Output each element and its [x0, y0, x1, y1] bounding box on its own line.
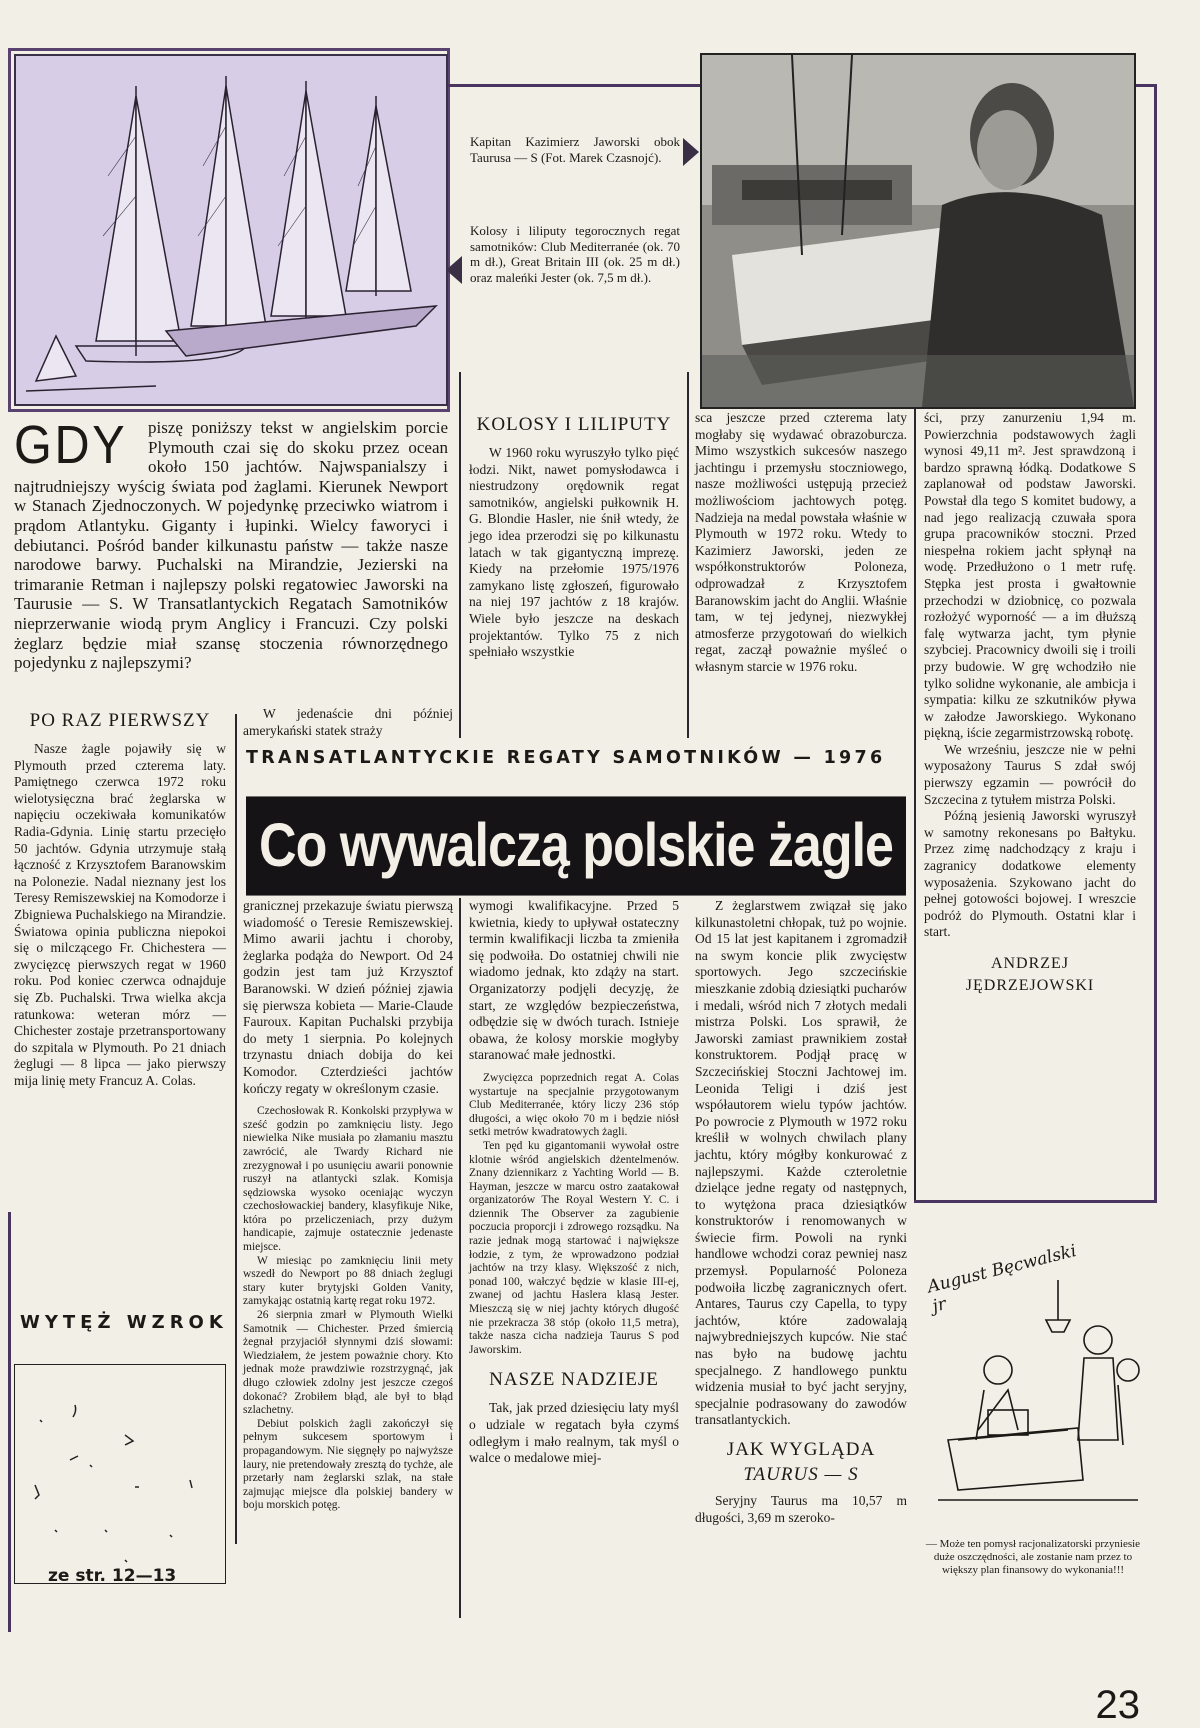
- article-kicker: TRANSATLANTYCKIE REGATY SAMOTNIKÓW — 1976: [246, 748, 886, 768]
- intro-drop-cap: GDY: [14, 415, 128, 475]
- cartoon-caption: — Może ten pomysł racjonalizatorski przyniesie duże oszczędności, ale zostanie nam przez to większy plan finansowy do wykonania!!!: [925, 1538, 1141, 1576]
- column-1: [14, 708, 226, 1089]
- column-4-end-text: Seryjny Taurus ma 10,57 m długości, 3,69 m szeroko-: [695, 1493, 907, 1525]
- puzzle-dots: [15, 1365, 225, 1583]
- column-3-bottom: [469, 898, 679, 1467]
- column-3-small-para: Ten pęd ku gigantomanii wywołał ostre klotnie wśród angielskich dżentelmenów. Znany dziennikarz z Yachting World — B. Hayman, jeszcze w marcu ostro zaatakował organizatorów The Royal Western Y. C. i dziennik The Observer za zagubienie poczucia proporcji i zdrowego rozsądku. Na razie jednak mogą startować i największe łodzie, z tym, że wprowadzono podział jachtów na trzy klasy. Większość z nich, ponad 100, wałczyć będzie w klasie III-ej, zwanej od jachtu Haslera klasą Jester. Mieszczą się w niej jachty których długość nie przekracza 38 stóp (około 11,5 metra), także nasza cicha nadzieja Taurus S pod Jaworskim.: [469, 1139, 679, 1356]
- column-1-text: Nasze żagle pojawiły się w Plymouth przed czterema laty. Pamiętnego czerwca 1972 roku wielotysięczna brać żeglarska w napięciu oczekiwała komunikatów Radia-Gdynia. Linię startu przecięło 50 jachtów. Gdynia utrzymuje stałą łączność z Krzysztofem Baranowskim na Polonezie. Nadal nieznany jest los Teresy Remiszewskiej na Komodorze i Zbigniewa Puchalskiego na Mirandzie. Światowa opinia publiczna niepokoi się o milczącego Fr. Chichestera — zwycięzcę pierwszych regat w 1960 roku. Pod koniec czerwca odnajduje się Zb. Puchalski. Trwa wielka akcja ratunkowa: weteran mórz — Chichester zostaje przetransportowany do szpitala w Plymouth. Po 21 dniach żeglugi — 8 lipca — jako pierwszy mija linię mety Francuz A. Colas.: [14, 741, 226, 1088]
- col-rule-2: [459, 372, 461, 738]
- column-2-bottom-text: granicznej przekazuje światu pierwszą wiadomość o Teresie Remiszewskiej. Mimo awarii jachtu i choroby, żeglarka podąża do Newport. Od 24 godzin jest tam już Krzysztof Baranowski. W dzień później zjawia się pierwsza kobieta — Marie-Claude Fauroux. Kapitan Puchalski przybija do mety 1 sierpnia. Po kolejnych trzynastu dniach dobija do kei Komodor. Czterdzieści jachtów kończy regaty w określonym czasie.: [243, 898, 453, 1096]
- page-number: 23: [1095, 1683, 1140, 1727]
- column-4-top: [695, 410, 907, 676]
- column-3-top: [469, 410, 679, 661]
- author-first-name: ANDRZEJ: [990, 955, 1070, 972]
- captain-photo: [700, 53, 1136, 409]
- column-3-end-text: Tak, jak przed dziesięciu laty myśl o udziale w regatach była czymś odległym i mało realnym, tak myśl o walce o medalowe miej-: [469, 1400, 679, 1466]
- puzzle-reference: ze str. 12—13: [48, 1566, 177, 1586]
- column-2-small-para: Debiut polskich żagli zakończył się pełnym sukcesem sportowym i propagandowym. Nie sięgnęły po najwyższe laury, nie pretendowały zresztą do tychże, ale przetarły nam żeglarski szlak, na stałe zajmując miejsce dla polskiej bandery w boju morskich potęg.: [243, 1417, 453, 1512]
- intro-block: [14, 415, 448, 673]
- heading-kolosy: KOLOSY I LILIPUTY: [476, 414, 672, 435]
- intro-text: piszę poniższy tekst w angielskim porcie Plymouth czai się do skoku przez ocean około 150 jachtów. Najwspanialszy i najtrudniejszy wyścig świata pod żaglami. Kierunek Newport w Stanach Zjednoczonych. W pojedynkę przeciwko wiatrom i prądom Atlantyku. Giganty i łupinki. Wielcy faworyci i debiutanci. Pośród bander kilkunastu państw — także nasze narodowe barwy. Puchalski na Mirandzie, Jezierski na trimaranie Retman i najlepszy polski regatowiec Jaworski na Taurusie — S. W Transatlantyckich Regatach Samotników nieprzerwanie wiodą prym Anglicy i Francuzi. Czy polski żeglarz będzie miał szansę stoczenia równorzędnego pojedynku z najlepszymi?: [14, 418, 448, 673]
- bottom-left-frame: [8, 1212, 11, 1632]
- author-last-name: JĘDRZEJOWSKI: [965, 977, 1095, 994]
- col-rule-1: [235, 714, 237, 1544]
- column-3-bottom-text: wymogi kwalifikacyjne. Przed 5 kwietnia, kiedy to upływał ostateczny termin kwalifikacji liczba ta zmieniła się podwoiła. Do ostatniej chwili nie wiadomo jednak, kto zdąży na start. Organizatorzy podjęli decyzję, że start, ze względów bezpieczeństwa, odbędzie się w dwóch turach. Istnieje obawa, że kolosy morskie mogłyby staranować małe jednostki.: [469, 898, 679, 1063]
- column-4-bottom: [695, 898, 907, 1526]
- column-4-bottom-text: Z żeglarstwem związał się jako kilkunastoletni chłopak, tuż po wojnie. Od 15 lat jest kapitanem i zgromadził na swym koncie plik zwycięstw sportowych. Jego szczecińskie mieszkanie zdobią dziesiątki pucharów i medali, wśród nich 7 złotych medali mistrza Polski. Los sprawił, że Jaworski zamiast prawnikiem został konstruktorem. Podjął pracę w Szczecińskiej Stoczni Jachtowej im. Leonida Teligi i dziś jest współautorem wielu typów jachtów. Po powrocie z Plymouth w 1972 roku kreślił w wolnych chwilach plany jachtu, który mógłby konkurować z najlepszymi. Każde czteroletnie dzielące jedne regaty od następnych, to wytężona praca dziesiątków konstruktorów i renomowanych w świecie firm. Powoli na rynki handlowe wchodzi coraz pewniej nasz przemysł. Popularność Poloneza podwoiła liczbę zagranicznych ofert. Antares, Taurus czy Capella, to typy jachtów, które zadowalają najwybredniejszych kupców. Nie stać nas było na budowę jachtu specjalnego. Z handlowego punktu widzenia musiał to być jacht seryjny, specjalnie podrasowany do zawodów transatlantyckich.: [695, 898, 907, 1428]
- yachts-caption: Kolosy i liliputy tegorocznych regat samotników: Club Mediterranée (ok. 70 m dł.), Great Britain III (ok. 25 m dł.) oraz maleńki Jester (ok. 7,5 m dł.).: [470, 223, 680, 285]
- photo-caption: Kapitan Kazimierz Jaworski obok Taurusa — S (Fot. Marek Czasnojć).: [470, 134, 680, 165]
- heading-nasze-nadzieje: NASZE NADZIEJE: [489, 1369, 659, 1391]
- col-rule-5: [914, 405, 916, 1200]
- column-5-para-3: Późną jesienią Jaworski wyruszył w samotny rekonesans po Bałtyku. Przez zimę nadchodzący z kraju i zagranicy dodatkowe elementy wyposażenia. Szykowano jacht do pełnej gotowości bojowej. I wreszcie podróż do Plymouth. Ostatni klar i start.: [924, 808, 1136, 940]
- column-3-small-para: Zwycięzca poprzednich regat A. Colas wystartuje na specjalnie przygotowanym Club Mediterranée, który liczy 236 stóp długości, a więc około 70 m i będzie niósł setki metrów kwadratowych żagli.: [469, 1071, 679, 1139]
- column-4-top-text: sca jeszcze przed czterema laty mogłaby się wydawać obrazoburcza. Mimo wszystkich sukcesów naszego jachtingu i przemysłu stoczniowego, nasze możliwości ustępują przecież możliwościom jachtowych potęg. Nadzieja na medal powstała właśnie w Plymouth w 1972 roku. Wtedy to Kazimierz Jaworski, jeden ze współkonstruktorów Poloneza, odprowadzał z Krzysztofem Baranowskim jacht do Anglii. Właśnie tam, w tej jedynej, niezwykłej atmosferze przygotowań do wielkich regat, zaczął poważnie myśleć o własnym starcie w 1976 roku.: [695, 410, 907, 674]
- heading-po-raz-pierwszy: PO RAZ PIERWSZY: [29, 710, 211, 731]
- column-3-small-text: [469, 1072, 679, 1357]
- column-2-top: [243, 706, 453, 739]
- puzzle-heading: WYTĘŻ WZROK: [20, 1312, 228, 1333]
- author-byline: [924, 953, 1136, 997]
- heading-taurus: TAURUS — S: [743, 1464, 859, 1485]
- column-5: [924, 410, 1136, 997]
- column-2-small-para: W miesiąc po zamknięciu linii mety wszedł do Newport po 88 dniach żeglugi stary kuter brytyjski Golden Vanity, zamykając ostatnią kartę regat roku 1972.: [243, 1254, 453, 1308]
- col-rule-4: [459, 898, 461, 1618]
- article-title: Co wywalczą polskie żagle: [246, 796, 906, 895]
- column-2-bottom: [243, 898, 453, 1513]
- column-3-top-text: W 1960 roku wyruszyło tylko pięć łodzi. Nikt, nawet pomysłodawca i niestrudzony orędownik regat samotników, angielski pułkownik H. G. Blondie Hasler, nie śnił wtedy, że jego idea przerodzi się po kilkunastu latach w tak gigantyczną imprezę. Kiedy na przełomie 1975/1976 zamykano listę zgłoszeń, figurowało na niej 197 jachtów z 18 krajów. Wiele było jeszcze na deskach projektantów. Tylko 75 z nich spełniało wszystkie: [469, 445, 679, 660]
- column-2-small-para: 26 sierpnia zmarł w Plymouth Wielki Samotnik — Chichester. Przed śmiercią żegnał przyjaciół słynnymi dziś słowami: Wiedziałem, że jestem poważnie chory. Kto jednak może prawdziwie rozstrzygnąć, jak długo człowiek zdolny jest jeszcze czegoś dokonać? Zrobiłem błąd, ale był to błąd szlachetny.: [243, 1309, 453, 1417]
- heading-jak-wyglada: JAK WYGLĄDA: [726, 1439, 876, 1460]
- column-2-top-text: W jedenaście dni później amerykański statek straży: [243, 706, 453, 738]
- column-2-small-para: Czechosłowak R. Konkolski przypływa w sześć godzin po zamknięciu listy. Jego niewielka Nike musiała po złamaniu masztu zawrócić, ale Twardy Richard nie zrezygnował i po usunięciu awarii ponownie ruszył na atlantycki szlak. Komisja sędziowska wysoko oceniając wyczyn czechosłowackiej bandery, klasyfikuje Nike, która po przeliczeniach, przy dużym handicapie, zajmuje ostatecznie jedenaste miejsce.: [243, 1105, 453, 1254]
- caption-arrow-left-icon: [446, 256, 462, 284]
- column-5-para-2: We wrześniu, jeszcze nie w pełni wyposażony Taurus S zdał swój pierwszy egzamin — powrócił do Szczecina z tytułem mistrza Polski.: [924, 741, 1136, 807]
- caption-arrow-right-icon: [683, 138, 699, 166]
- column-5-text: ści, przy zanurzeniu 1,94 m. Powierzchnia podstawowych żagli wynosi 49,11 m². Jest sprawdzoną i bardzo sprawną łódką. Dodatkowe S zaplanował od podstaw Jaworski. Powstał dla tego S komitet budowy, a nad jego realizacją czuwała spora grupa pracowników stoczni. Przed niespełna rokiem jacht spłynął na wodę. Przedłużono o 1 metr rufę. Stępka jest prosta i gwałtownie przechodzi w dziobnicę, co pozwala rozłożyć wyporność — a im dłuższą falę wytwarza jacht, tym płynie szybciej. Pracownicy dwoili się i troili przy budowie. W grę wchodziło nie tylko solidne wykonanie, ale ambicja i sympatia: kilku ze szkutników pływa w załodze Jaworskiego. Wykonano piękną, iście zegarmistrzowską robotę.: [924, 410, 1136, 741]
- column-2-small-text: [243, 1105, 453, 1513]
- cartoon-signature: August Bęcwalski jr: [925, 1241, 1079, 1317]
- yachts-illustration: [14, 54, 448, 406]
- puzzle-box: [14, 1364, 226, 1584]
- sailboats-drawing: [16, 56, 446, 404]
- col-rule-3: [687, 372, 689, 738]
- captain-with-yacht-photo: [702, 55, 1134, 407]
- cartoon: [918, 1240, 1148, 1610]
